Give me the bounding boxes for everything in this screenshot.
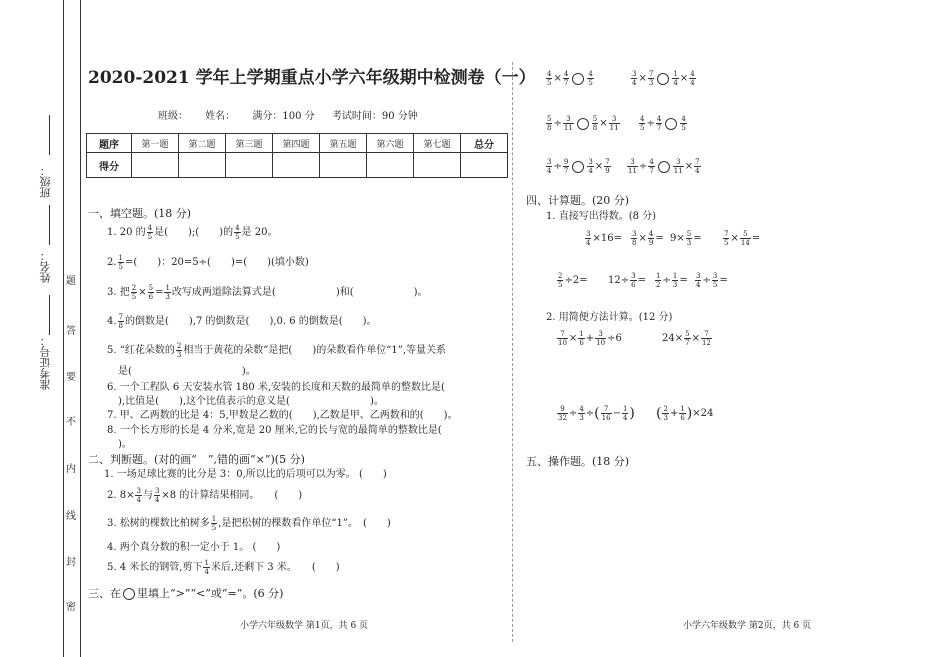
circle-icon — [123, 588, 135, 600]
binding-exam-no-line — [49, 295, 50, 335]
score-table-col: 第三题 — [226, 134, 273, 153]
section2-title: 二、判断题。(对的画“ ”,错的画“×”)(5 分) — [88, 453, 305, 466]
q-text: 9× — [670, 233, 685, 244]
score-cell[interactable] — [320, 153, 367, 178]
score-table-score-label: 得分 — [87, 153, 132, 178]
circle-icon[interactable] — [572, 161, 584, 173]
score-cell[interactable] — [414, 153, 461, 178]
q-text: 米后,还剩下 3 米。 ( ) — [210, 562, 340, 573]
compare-item: $\frac{5}{8}$ ÷ $\frac{3}{11}$ $\frac{5}{8}$ × $\frac{3}{11}$ — [547, 115, 619, 132]
calc-item: $\frac{3}{8}$ × $\frac{4}{9}$ = — [632, 230, 664, 247]
q-text: 5. “红花朵数的 — [107, 345, 175, 356]
score-cell[interactable] — [132, 153, 179, 178]
circle-icon[interactable] — [657, 73, 669, 85]
q-text: 2. — [107, 257, 117, 268]
info-full-score: 满分：100 分 — [252, 111, 315, 122]
score-table-header-row — [87, 134, 508, 153]
section1-q5 — [107, 341, 446, 359]
compare-item: $\frac{4}{5}$ × $\frac{4}{7}$ $\frac{4}{5}$ — [547, 70, 593, 87]
calc-item: $\frac{2}{5}$ ÷2= — [558, 272, 588, 289]
score-cell[interactable] — [461, 153, 508, 178]
calc-item: 12÷ $\frac{3}{6}$ = — [608, 272, 646, 289]
binding-name-label: 姓名： — [39, 250, 52, 283]
seal-char: 线 — [66, 511, 76, 522]
score-table-col: 第六题 — [367, 134, 414, 153]
info-exam-time: 考试时间：90 分钟 — [331, 111, 418, 122]
section2-q4: 4. 两个真分数的积一定小于 1。 ( ) — [107, 542, 281, 553]
section2-q1: 1. 一场足球比赛的比分是 3：0,所以比的后项可以为零。 ( ) — [104, 469, 387, 480]
section4-sub2: 2. 用简便方法计算。(12 分) — [546, 312, 673, 323]
circle-icon[interactable] — [572, 73, 584, 85]
score-table-col: 第四题 — [273, 134, 320, 153]
binding-class-line — [49, 115, 50, 155]
score-cell[interactable] — [273, 153, 320, 178]
q-text: 12÷ — [608, 275, 630, 286]
q-text: ×16= — [592, 233, 622, 244]
footer-page2: 小学六年级数学 第2页，共 6 页 — [683, 621, 812, 631]
fraction: $\frac{1}{5}$ — [211, 515, 217, 532]
circle-icon[interactable] — [658, 161, 670, 173]
fraction: $\frac{4}{5}$ — [147, 224, 153, 241]
info-class: 班级： — [158, 111, 188, 122]
calc-item: $\frac{3}{4}$ ×16= — [586, 230, 622, 247]
seal-char: 内 — [66, 464, 76, 475]
q-text: 是 20。 — [241, 227, 278, 238]
binding-class-label: 班级： — [39, 165, 52, 198]
section1-q5-cont: 是( )。 — [118, 366, 256, 377]
q-text: 24× — [662, 333, 684, 344]
score-table-col: 第二题 — [179, 134, 226, 153]
q-text: 2. 8× — [107, 490, 135, 501]
fraction: $\frac{2}{3}$ — [176, 342, 182, 359]
section2-q5 — [107, 558, 340, 576]
fraction: $\frac{3}{4}$ — [154, 487, 160, 504]
fraction: $\frac{1}{5}$ — [118, 254, 124, 271]
q-text: ×8 的计算结果相同。 ( ) — [161, 490, 303, 501]
calc-item: $\frac{9}{32}$ ÷ $\frac{4}{3}$ ÷( $\frac{7}{16}$ − $\frac{1}{4}$ ) — [558, 405, 635, 422]
q-text: 3. 把 — [107, 287, 130, 298]
section1-q6: 6. 一个工程队 6 天安装水管 180 米,安装的长度和天数的最简单的整数比是( — [107, 382, 445, 393]
binding-exam-no-label: 准考证号： — [39, 335, 52, 390]
compare-item: $\frac{3}{4}$ × $\frac{7}{3}$ $\frac{1}{4}$ × $\frac{4}{4}$ — [632, 70, 695, 87]
q-text: 里填上“>”“<”或“=”。(6 分) — [137, 587, 284, 600]
score-table — [86, 133, 508, 178]
fraction: $\frac{2}{5}$ — [131, 284, 137, 301]
q-text: =( )：20=5÷( )=( )(填小数) — [125, 257, 309, 268]
compare-item: $\frac{3}{4}$ ÷ $\frac{9}{7}$ $\frac{3}{4}$ × $\frac{7}{9}$ — [547, 158, 610, 175]
score-table-col: 第七题 — [414, 134, 461, 153]
seal-char: 不 — [66, 417, 76, 428]
q-text: 相当于黄花的朵数”是把( )的朵数看作单位“1”,等量关系 — [183, 345, 446, 356]
section2-q3 — [107, 514, 391, 532]
section1-q7: 7. 甲、乙两数的比是 4：5,甲数是乙数的( ),乙数是甲、乙两数和的( )。 — [107, 410, 458, 421]
score-table-col: 第五题 — [320, 134, 367, 153]
fraction: $\frac{5}{6}$ — [148, 284, 154, 301]
section5-title: 五、操作题。(18 分) — [526, 455, 630, 468]
seal-char: 封 — [66, 557, 76, 568]
section1-q6-cont: ),比值是( ),这个比值表示的意义是( )。 — [118, 396, 384, 407]
calc-item: $\frac{1}{2}$ ÷ $\frac{1}{3}$ = — [656, 272, 688, 289]
q-text: ×24 — [692, 408, 714, 419]
q-text: 与 — [142, 490, 153, 501]
q-text: ÷2= — [564, 275, 588, 286]
score-table-score-row — [87, 153, 508, 178]
calc-item: ( $\frac{2}{3}$ + $\frac{1}{6}$ )×24 — [656, 405, 714, 422]
q-text: 改写成两道除法算式是( )和( )。 — [171, 287, 428, 298]
score-cell[interactable] — [179, 153, 226, 178]
section4-sub1: 1. 直接写出得数。(8 分) — [546, 211, 657, 222]
section1-q2 — [107, 253, 309, 271]
exam-info — [158, 107, 432, 122]
q-text: ,是把松树的棵数看作单位“1”。 ( ) — [218, 518, 391, 529]
footer-page1: 小学六年级数学 第1页，共 6 页 — [240, 621, 369, 631]
score-cell[interactable] — [226, 153, 273, 178]
section4-title: 四、计算题。(20 分) — [526, 194, 630, 207]
section3-title — [88, 585, 283, 601]
fraction: $\frac{3}{4}$ — [136, 487, 141, 504]
section1-title: 一、填空题。(18 分) — [88, 207, 192, 220]
calc-item: $\frac{3}{4}$ ÷ $\frac{3}{5}$ = — [696, 272, 728, 289]
fraction: $\frac{1}{3}$ — [165, 284, 170, 301]
calc-item: $\frac{7}{5}$ × $\frac{5}{14}$ = — [724, 230, 761, 247]
page-title: 2020-2021 学年上学期重点小学六年级期中检测卷（一） — [88, 68, 536, 88]
score-table-col: 第一题 — [132, 134, 179, 153]
q-text: 5. 4 米长的钢管,剪下 — [107, 562, 203, 573]
section1-q3: 3. 把 $\frac{2}{5}$ × $\frac{5}{6}$ = $\frac{1}{3}$ 改写成两道除法算式是( )和( )。 — [107, 284, 428, 301]
section1-q8: 8. 一个长方形的长是 4 分米,宽是 20 厘米,它的长与宽的最简单的整数比是( — [107, 425, 442, 436]
q-text: 三、在 — [88, 587, 121, 600]
fraction: $\frac{1}{4}$ — [204, 559, 209, 576]
calc-item: 9× $\frac{5}{3}$ = — [670, 230, 702, 247]
score-cell[interactable] — [367, 153, 414, 178]
q-text: 的倒数是( ),7 的倒数是( ),0. 6 的倒数是( )。 — [125, 316, 377, 327]
section1-q8-cont: )。 — [118, 439, 132, 450]
score-table-header-label: 题序 — [87, 134, 132, 153]
page-divider — [512, 62, 513, 642]
compare-item: $\frac{3}{11}$ ÷ $\frac{4}{7}$ $\frac{3}{11}$ × $\frac{7}{4}$ — [628, 158, 700, 175]
q-text: 是( );( )的 — [154, 227, 234, 238]
fraction: $\frac{7}{8}$ — [118, 313, 124, 330]
seal-char: 密 — [66, 602, 76, 613]
compare-item: $\frac{4}{5}$ ÷ $\frac{4}{7}$ $\frac{4}{5}$ — [640, 115, 686, 132]
circle-icon[interactable] — [577, 118, 589, 130]
section1-q4 — [107, 312, 377, 330]
q-text: 4. — [107, 316, 117, 327]
circle-icon[interactable] — [665, 118, 677, 130]
fraction: $\frac{4}{5}$ — [235, 224, 240, 241]
binding-name-line — [49, 205, 50, 245]
calc-item: $\frac{7}{10}$ × $\frac{1}{6}$ + $\frac{3}{10}$ ÷6 — [558, 330, 622, 347]
q-text: ÷6 — [607, 333, 622, 344]
seal-char: 题 — [66, 276, 76, 287]
score-table-total-label: 总分 — [461, 134, 508, 153]
info-name: 姓名： — [205, 111, 236, 122]
q-text: 3. 松树的棵数比柏树多 — [107, 518, 210, 529]
seal-char: 答 — [66, 326, 76, 337]
seal-char: 要 — [66, 372, 76, 383]
section2-q2 — [107, 486, 302, 504]
q-text: 1. 20 的 — [107, 227, 146, 238]
section1-q1 — [107, 223, 277, 241]
calc-item: 24× $\frac{5}{7}$ × $\frac{7}{12}$ — [662, 330, 711, 347]
